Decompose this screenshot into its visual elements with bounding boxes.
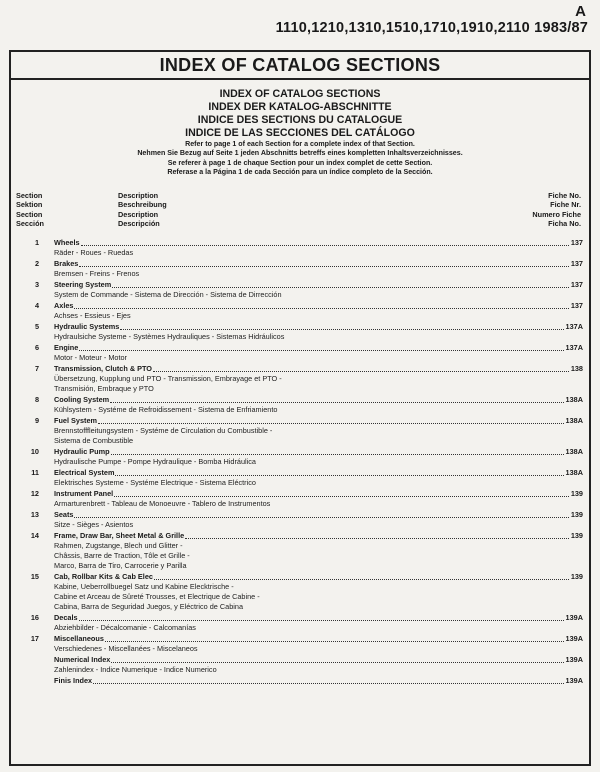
translation-line: Verschiedenes - Miscellanées - Miscelaneos [54, 644, 198, 653]
section-number: 3 [34, 280, 39, 289]
index-entry [11, 676, 589, 686]
section-title: Electrical System [54, 468, 115, 477]
entry-main-line [54, 238, 589, 248]
column-label: Description [118, 209, 159, 219]
index-entry [11, 238, 589, 258]
entry-main-line [54, 416, 589, 426]
header-note-de: Nehmen Sie Bezug auf Seite 1 jeden Abschnitts betreffs eines kompletten Inhaltsverzeichnisses. [137, 149, 463, 158]
translation-line: Châssis, Barre de Traction, Tôle et Grille - [54, 551, 190, 560]
page-title: INDEX OF CATALOG SECTIONS [11, 52, 589, 80]
dot-leader [114, 496, 569, 497]
dot-leader [93, 683, 563, 684]
translation-line: Cabine et Arceau de Sûreté Trousses, et Electrique de Cabine - [54, 592, 260, 601]
section-number: 10 [30, 447, 39, 456]
section-number: 2 [34, 259, 39, 268]
section-title: Wheels [54, 238, 80, 247]
dot-leader [154, 579, 569, 580]
section-title: Cooling System [54, 395, 110, 404]
translation-line: Kabine, Ueberrollbuegel Satz und Kabine Elecktrische - [54, 582, 234, 591]
section-number: 16 [30, 613, 39, 622]
fiche-number: 139 [570, 489, 583, 498]
multilingual-header [11, 88, 589, 177]
fiche-number: 139 [570, 510, 583, 519]
section-title: Instrument Panel [54, 489, 114, 498]
section-number: 8 [34, 395, 39, 404]
dot-leader [79, 620, 564, 621]
dot-leader [98, 423, 564, 424]
section-title: Transmission, Clutch & PTO [54, 364, 152, 373]
dot-leader [120, 329, 563, 330]
translation-line: System de Commande - Sistema de Dirección - Sistema de Dirrección [54, 290, 282, 299]
fiche-number: 139 [570, 531, 583, 540]
dot-leader [105, 641, 564, 642]
translation-line: Armarturenbrett - Tableau de Monoeuvre - Tablero de Instrumentos [54, 499, 271, 508]
section-title: Finis Index [54, 676, 93, 685]
translation-line: Hydraulsiche Systeme - Systèmes Hydrauliques - Sistemas Hidráulicos [54, 332, 285, 341]
index-entry [11, 301, 589, 321]
dot-leader [79, 266, 568, 267]
fiche-number: 137 [570, 238, 583, 247]
index-entry [11, 572, 589, 612]
entry-main-line [54, 447, 589, 457]
header-note-es: Referase a la Página 1 de cada Sección para un índice completo de la Sección. [167, 167, 433, 176]
dot-leader [185, 538, 569, 539]
section-title: Steering System [54, 280, 112, 289]
index-entry [11, 613, 589, 633]
fiche-number: 138 [570, 364, 583, 373]
dot-leader [111, 662, 563, 663]
fiche-number: 139A [565, 634, 583, 643]
section-title: Axles [54, 301, 74, 310]
translation-line: Sitze - Sièges - Asientos [54, 520, 134, 529]
fiche-number: 138A [565, 416, 583, 425]
section-title: Brakes [54, 259, 79, 268]
section-title: Frame, Draw Bar, Sheet Metal & Grille [54, 531, 185, 540]
dot-leader [112, 287, 569, 288]
dot-leader [74, 308, 568, 309]
column-label: Descripción [118, 218, 160, 228]
translation-line: Räder - Roues - Ruedas [54, 248, 134, 257]
translation-line: Abziehbilder - Décalcomanie - Calcomanías [54, 623, 196, 632]
translation-line: Achses - Essieus - Ejes [54, 311, 131, 320]
translation-line: Marco, Barra de Tiro, Carrocerie y Parilla [54, 561, 187, 570]
fiche-number: 137A [565, 322, 583, 331]
entry-main-line [54, 395, 589, 405]
column-label: Fiche Nr. [550, 200, 581, 210]
fiche-number: 139A [565, 613, 583, 622]
fiche-number: 138A [565, 395, 583, 404]
entry-main-line [54, 468, 589, 478]
dot-leader [153, 371, 569, 372]
entry-main-line [54, 613, 589, 623]
entry-main-line [54, 322, 589, 332]
translation-line: Brennstofffleitungsystem - Systéme de Circulation du Combustible - [54, 426, 273, 435]
index-entry [11, 343, 589, 363]
column-label: Section [16, 191, 43, 201]
section-title: Miscellaneous [54, 634, 104, 643]
dot-leader [81, 245, 569, 246]
section-number: 15 [30, 572, 39, 581]
column-headers [11, 191, 589, 237]
entry-main-line [54, 510, 589, 520]
header-title-en: INDEX OF CATALOG SECTIONS [219, 88, 381, 100]
header-title-de: INDEX DER KATALOG-ABSCHNITTE [208, 101, 392, 113]
model-numbers: 1110,1210,1310,1510,1710,1910,2110 1983/87 [275, 20, 588, 36]
entry-main-line [54, 634, 589, 644]
translation-line: Cabina, Barra de Seguridad Juegos, y Eléctrico de Cabina [54, 602, 244, 611]
dot-leader [111, 454, 564, 455]
column-label: Sección [16, 218, 44, 228]
index-entry [11, 395, 589, 415]
translation-line: Motor - Moteur - Motor [54, 353, 127, 362]
section-number: 1 [34, 238, 39, 247]
header-title-fr: INDICE DES SECTIONS DU CATALOGUE [197, 114, 403, 126]
fiche-number: 139A [565, 676, 583, 685]
fiche-number: 137 [570, 301, 583, 310]
translation-line: Sistema de Combustible [54, 436, 134, 445]
section-number: 6 [34, 343, 39, 352]
fiche-number: 139 [570, 572, 583, 581]
section-column-header [16, 191, 44, 228]
section-title: Hydraulic Pump [54, 447, 110, 456]
column-label: Ficha No. [548, 218, 581, 228]
fiche-number: 137 [570, 259, 583, 268]
translation-line: Bremsen - Freins - Frenos [54, 269, 140, 278]
dot-leader [79, 350, 563, 351]
section-number: 5 [34, 322, 39, 331]
translation-line: Kühlsystem - Systéme de Refroidissement - Sistema de Enfriamiento [54, 405, 278, 414]
section-list [11, 238, 589, 686]
index-entry [11, 322, 589, 342]
translation-line: Rahmen, Zugstange, Blech und Glitter - [54, 541, 183, 550]
dot-leader [74, 517, 568, 518]
index-entry [11, 416, 589, 446]
fiche-number: 138A [565, 468, 583, 477]
column-label: Description [118, 191, 159, 201]
entry-main-line [54, 343, 589, 353]
index-entry [11, 655, 589, 675]
section-number: 12 [30, 489, 39, 498]
column-label: Beschreibung [118, 200, 167, 210]
section-number: 17 [30, 634, 39, 643]
entry-main-line [54, 280, 589, 290]
translation-line: Übersetzung, Kupplung und PTO - Transmission, Embrayage et PTO - [54, 374, 282, 383]
entry-main-line [54, 259, 589, 269]
entry-main-line [54, 676, 589, 686]
entry-main-line [54, 364, 589, 374]
translation-line: Transmisión, Embraque y PTO [54, 384, 154, 393]
entry-main-line [54, 531, 589, 541]
index-entry [11, 531, 589, 571]
page-letter: A [575, 3, 586, 20]
entry-main-line [54, 572, 589, 582]
index-entry [11, 634, 589, 654]
column-label: Fiche No. [548, 191, 581, 201]
section-title: Fuel System [54, 416, 97, 425]
header-title-es: INDICE DE LAS SECCIONES DEL CATÁLOGO [185, 127, 415, 139]
translation-line: Zahlenindex - Indice Numerique - Indice Numerico [54, 665, 217, 674]
section-number: 14 [30, 531, 39, 540]
translation-line: Hydraulische Pumpe - Pompe Hydraulique - Bomba Hidráulica [54, 457, 256, 466]
section-title: Engine [54, 343, 79, 352]
column-label: Section [16, 209, 43, 219]
header-note-fr: Se referer à page 1 de chaque Section pour un index complet de cette Section. [167, 158, 433, 167]
section-number: 4 [34, 301, 39, 310]
section-number: 11 [31, 468, 39, 477]
index-box [9, 50, 591, 766]
section-number: 13 [30, 510, 39, 519]
index-entry [11, 280, 589, 300]
section-title: Seats [54, 510, 74, 519]
entry-main-line [54, 301, 589, 311]
section-number: 7 [34, 364, 39, 373]
column-label: Numero Fiche [532, 209, 581, 219]
section-number: 9 [34, 416, 39, 425]
index-entry [11, 510, 589, 530]
index-entry [11, 447, 589, 467]
section-title: Decals [54, 613, 78, 622]
entry-main-line [54, 489, 589, 499]
fiche-number: 138A [565, 447, 583, 456]
fiche-number: 139A [565, 655, 583, 664]
fiche-column-header [532, 191, 581, 228]
index-entry [11, 259, 589, 279]
section-title: Numerical Index [54, 655, 111, 664]
entry-main-line [54, 655, 589, 665]
section-title: Cab, Rollbar Kits & Cab Elec [54, 572, 153, 581]
dot-leader [115, 475, 563, 476]
section-title: Hydraulic Systems [54, 322, 120, 331]
index-entry [11, 364, 589, 394]
header-note-en: Refer to page 1 of each Section for a complete index of that Section. [185, 140, 415, 148]
description-column-header [118, 191, 167, 228]
fiche-number: 137 [570, 280, 583, 289]
dot-leader [110, 402, 563, 403]
fiche-number: 137A [565, 343, 583, 352]
translation-line: Elektrisches Systeme - Systéme Electrique - Sistema Eléctrico [54, 478, 256, 487]
index-entry [11, 468, 589, 488]
index-entry [11, 489, 589, 509]
column-label: Sektion [16, 200, 43, 210]
